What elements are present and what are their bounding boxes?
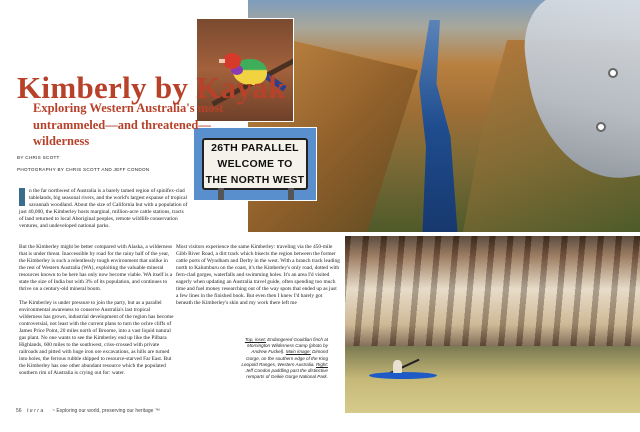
drop-cap-bar <box>19 188 25 206</box>
paragraph-4: Most visitors experience the same Kimberley: traveling via the 450-mile Gibb River Road, a dirt track which bisects the region between the former cattle ports of Wyndham and Derby in the west. With a branch track leading north to Kalumburu on the coast, it's the Kimberley's only road, dotted with fern-clad gorges, waterfalls and swimming holes. It's an area I'd visited eagerly when updating an Australia travel guide, often spending too much time and fuel money researching out of the way spots that ended up as just a few lines in the finished book. But even then I knew I'd barely got beneath the Kimberley's skin and my work there left me <box>176 244 340 306</box>
photo-credit: PHOTOGRAPHY BY CHRIS SCOTT AND JEFF CONDON <box>17 167 150 172</box>
magazine-name: terra <box>26 408 45 414</box>
kayak-paddler-photo <box>345 236 640 413</box>
wing-rivet <box>596 122 606 132</box>
subtitle-line-2: untrammeled—and threatened—wilderness <box>33 117 211 148</box>
paragraph-3: The Kimberley is under pressure to join the party, but as a parallel environmental awareness to conserve Australia's last tropical wilderness has grown, industrial development of the region has become controversial, not least with the current plans to turn the ochre cliffs of James Price Point, 20 miles north of Broome, into a vast liquid natural gas plant. No one wants to see the Kimberley end up like the Pilbara Highlands, 600 miles to the southwest, criss-crossed with private railroads and pitted with huge iron ore excavations, as hills are turned into holes, the ferrous rubble shipped to resource-starved Far East. But the Kimberley has one other abundant resource which the populated southern rim of Australia is crying out for: water. <box>19 300 174 376</box>
sign-post <box>218 188 224 201</box>
gorge-water <box>345 346 640 413</box>
paragraph-2: But the Kimberley might be better compared with Alaska, a wilderness that is under threat. Inaccessible by road for the rainy half of the year, the Kimberley is such a relentlessly tough environment that unlike in the rest of Western Australia (WA), exploiting the valuable mineral resources known to be here has only now become viable. WA itself is a state the size of India but with 3% of its population, and continues to thrive on a century-old mineral boom. <box>19 244 173 292</box>
magazine-tagline: ~ Exploring our world, preserving our heritage ™ <box>52 408 160 414</box>
caption-top-label: Top, inset: <box>244 337 266 342</box>
page-footer <box>16 408 160 414</box>
body-column-2 <box>176 244 340 314</box>
sign-post <box>288 188 294 201</box>
page-number: 56 <box>16 408 22 414</box>
kayak <box>369 372 437 379</box>
caption-main-label: Main image: <box>285 349 311 355</box>
caption-right-text: Jeff Condon paddling past the distinctive remparts of Geikie Gorge National Park. <box>245 368 328 380</box>
paddler <box>393 360 402 373</box>
paragraph-1: n the far northwest of Australia is a barely tamed region of spinifex-clad tablelands, big seasonal rivers, and the world's largest expanse of tropical savannah woodland. About the size of California but with a population of just 40,000, the Kimberley hosts marginal, million-acre cattle stations, tracts of land returned to local Aboriginal peoples, remote wildlife conservation ventures, and undeveloped national parks. <box>19 188 188 229</box>
sign-line-2: WELCOME TO <box>217 158 293 170</box>
article-subtitle <box>33 100 248 150</box>
body-column-1 <box>19 244 174 384</box>
caption-main-text: Dimond Gorge, on the southern edge of the King Leopold Ranges, Western Australia. <box>241 349 328 367</box>
sign-line-1: 26TH PARALLEL <box>211 142 299 154</box>
subtitle-line-1: Exploring Western Australia's most <box>33 101 224 115</box>
article-title: Kimberly by Kayak <box>17 70 286 105</box>
gorge-cliff-wall <box>345 236 640 346</box>
gorge-river <box>398 20 468 232</box>
author-byline: BY CHRIS SCOTT <box>17 155 60 160</box>
finch-head <box>223 53 241 69</box>
caption-top-text: Endangered Gouldian finch at Mornington Wilderness Camp (photo by Andrew Fuckel). <box>247 337 328 355</box>
finch-beak <box>219 59 225 63</box>
caption-right-label: Right: <box>315 361 328 367</box>
sign-line-3: THE NORTH WEST <box>205 174 305 186</box>
wing-rivet <box>608 68 618 78</box>
photo-caption <box>240 337 328 380</box>
intro-paragraph <box>19 188 189 237</box>
